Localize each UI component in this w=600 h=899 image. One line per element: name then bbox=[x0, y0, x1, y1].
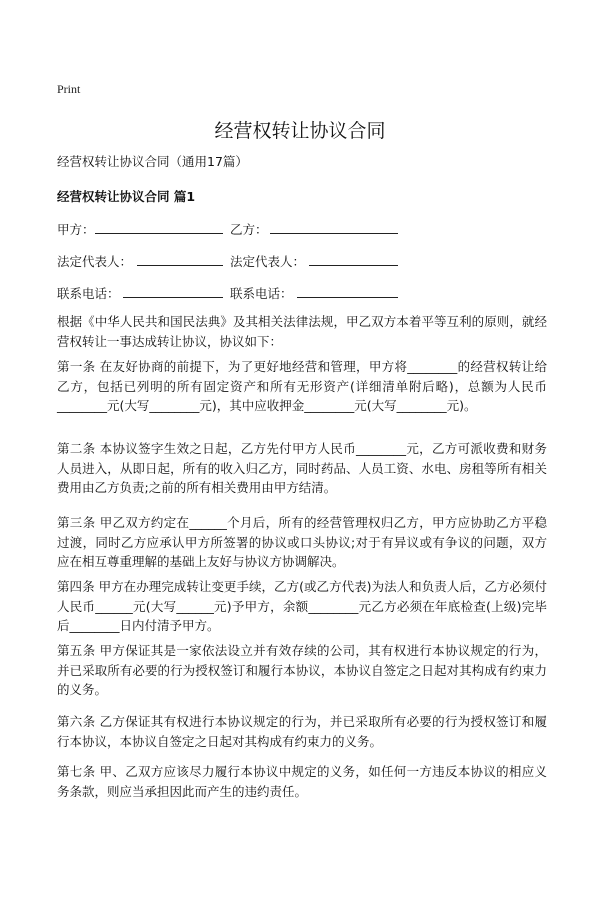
party-a-blank bbox=[95, 220, 223, 234]
paragraph-article-6: 第六条 乙方保证其有权进行本协议规定的行为，并已采取所有必要的行为授权签订和履行本协议，本协议自签定之日起对其构成有约束力的义务。 bbox=[57, 714, 547, 749]
paragraph-intro: 根据《中华人民共和国民法典》及其相关法律法规，甲乙双方本着平等互利的原则，就经营权转让一事达成转让协议，协议如下： bbox=[57, 314, 547, 349]
party-b-label: 乙方： bbox=[230, 222, 268, 237]
paragraph-article-7: 第七条 甲、乙双方应该尽力履行本协议中规定的义务，如任何一方违反本协议的相应义务条款，则应当承担因此而产生的违约责任。 bbox=[57, 764, 547, 799]
paragraph-article-2: 第二条 本协议签字生效之日起，乙方先付甲方人民币________元，乙方可派收费和财务人员进入，从即日起，所有的收入归乙方，同时药品、人员工资、水电、房租等所有相关费用由乙方负责;之前的所有相关费用由甲方结清。 bbox=[57, 441, 547, 495]
paragraph-article-3: 第三条 甲乙双方约定在______个月后，所有的经营管理权归乙方，甲方应协助乙方平稳过渡，同时乙方应承认甲方所签署的协议或口头协议;对于有异议或有争议的问题，双方应在相互尊重理解的基础上友好与协议方协调解决。 bbox=[57, 515, 547, 569]
document-title: 经营权转让协议合同 bbox=[214, 120, 386, 142]
paragraph-article-1: 第一条 在友好协商的前提下，为了更好地经营和管理，甲方将________的经营权转让给乙方，包括已列明的所有固定资产和所有无形资产(详细清单附后略)，总额为人民币________元(大写________元)，其中应收押金________元(大写________元)。 bbox=[57, 359, 547, 413]
party-b-blank bbox=[270, 220, 398, 234]
section-heading: 经营权转让协议合同 篇1 bbox=[57, 189, 196, 204]
party-a-representative-blank bbox=[137, 252, 223, 266]
party-a-label: 甲方： bbox=[57, 222, 95, 237]
paragraph-article-4: 第四条 甲方在办理完成转让变更手续，乙方(或乙方代表)为法人和负责人后，乙方必须付人民币______元(大写______元)予甲方，余额________元乙方必须在年底检查(上级)完毕后________日内付清予甲方。 bbox=[57, 579, 547, 633]
party-b-representative-blank bbox=[309, 252, 398, 266]
party-a-phone-blank bbox=[123, 284, 223, 298]
document-subtitle: 经营权转让协议合同（通用17篇） bbox=[57, 154, 248, 169]
party-b-representative-label: 法定代表人： bbox=[230, 254, 306, 269]
party-a-phone-label: 联系电话： bbox=[57, 286, 120, 301]
party-b-phone-label: 联系电话： bbox=[230, 286, 293, 301]
party-b-phone-blank bbox=[297, 284, 398, 298]
paragraph-article-5: 第五条 甲方保证其是一家依法设立并有效存续的公司，其有权进行本协议规定的行为，并已采取所有必要的行为授权签订和履行本协议，本协议自签定之日起对其构成有约束力的义务。 bbox=[57, 643, 547, 697]
party-a-representative-label: 法定代表人： bbox=[57, 254, 133, 269]
print-link[interactable]: Print bbox=[57, 82, 81, 96]
